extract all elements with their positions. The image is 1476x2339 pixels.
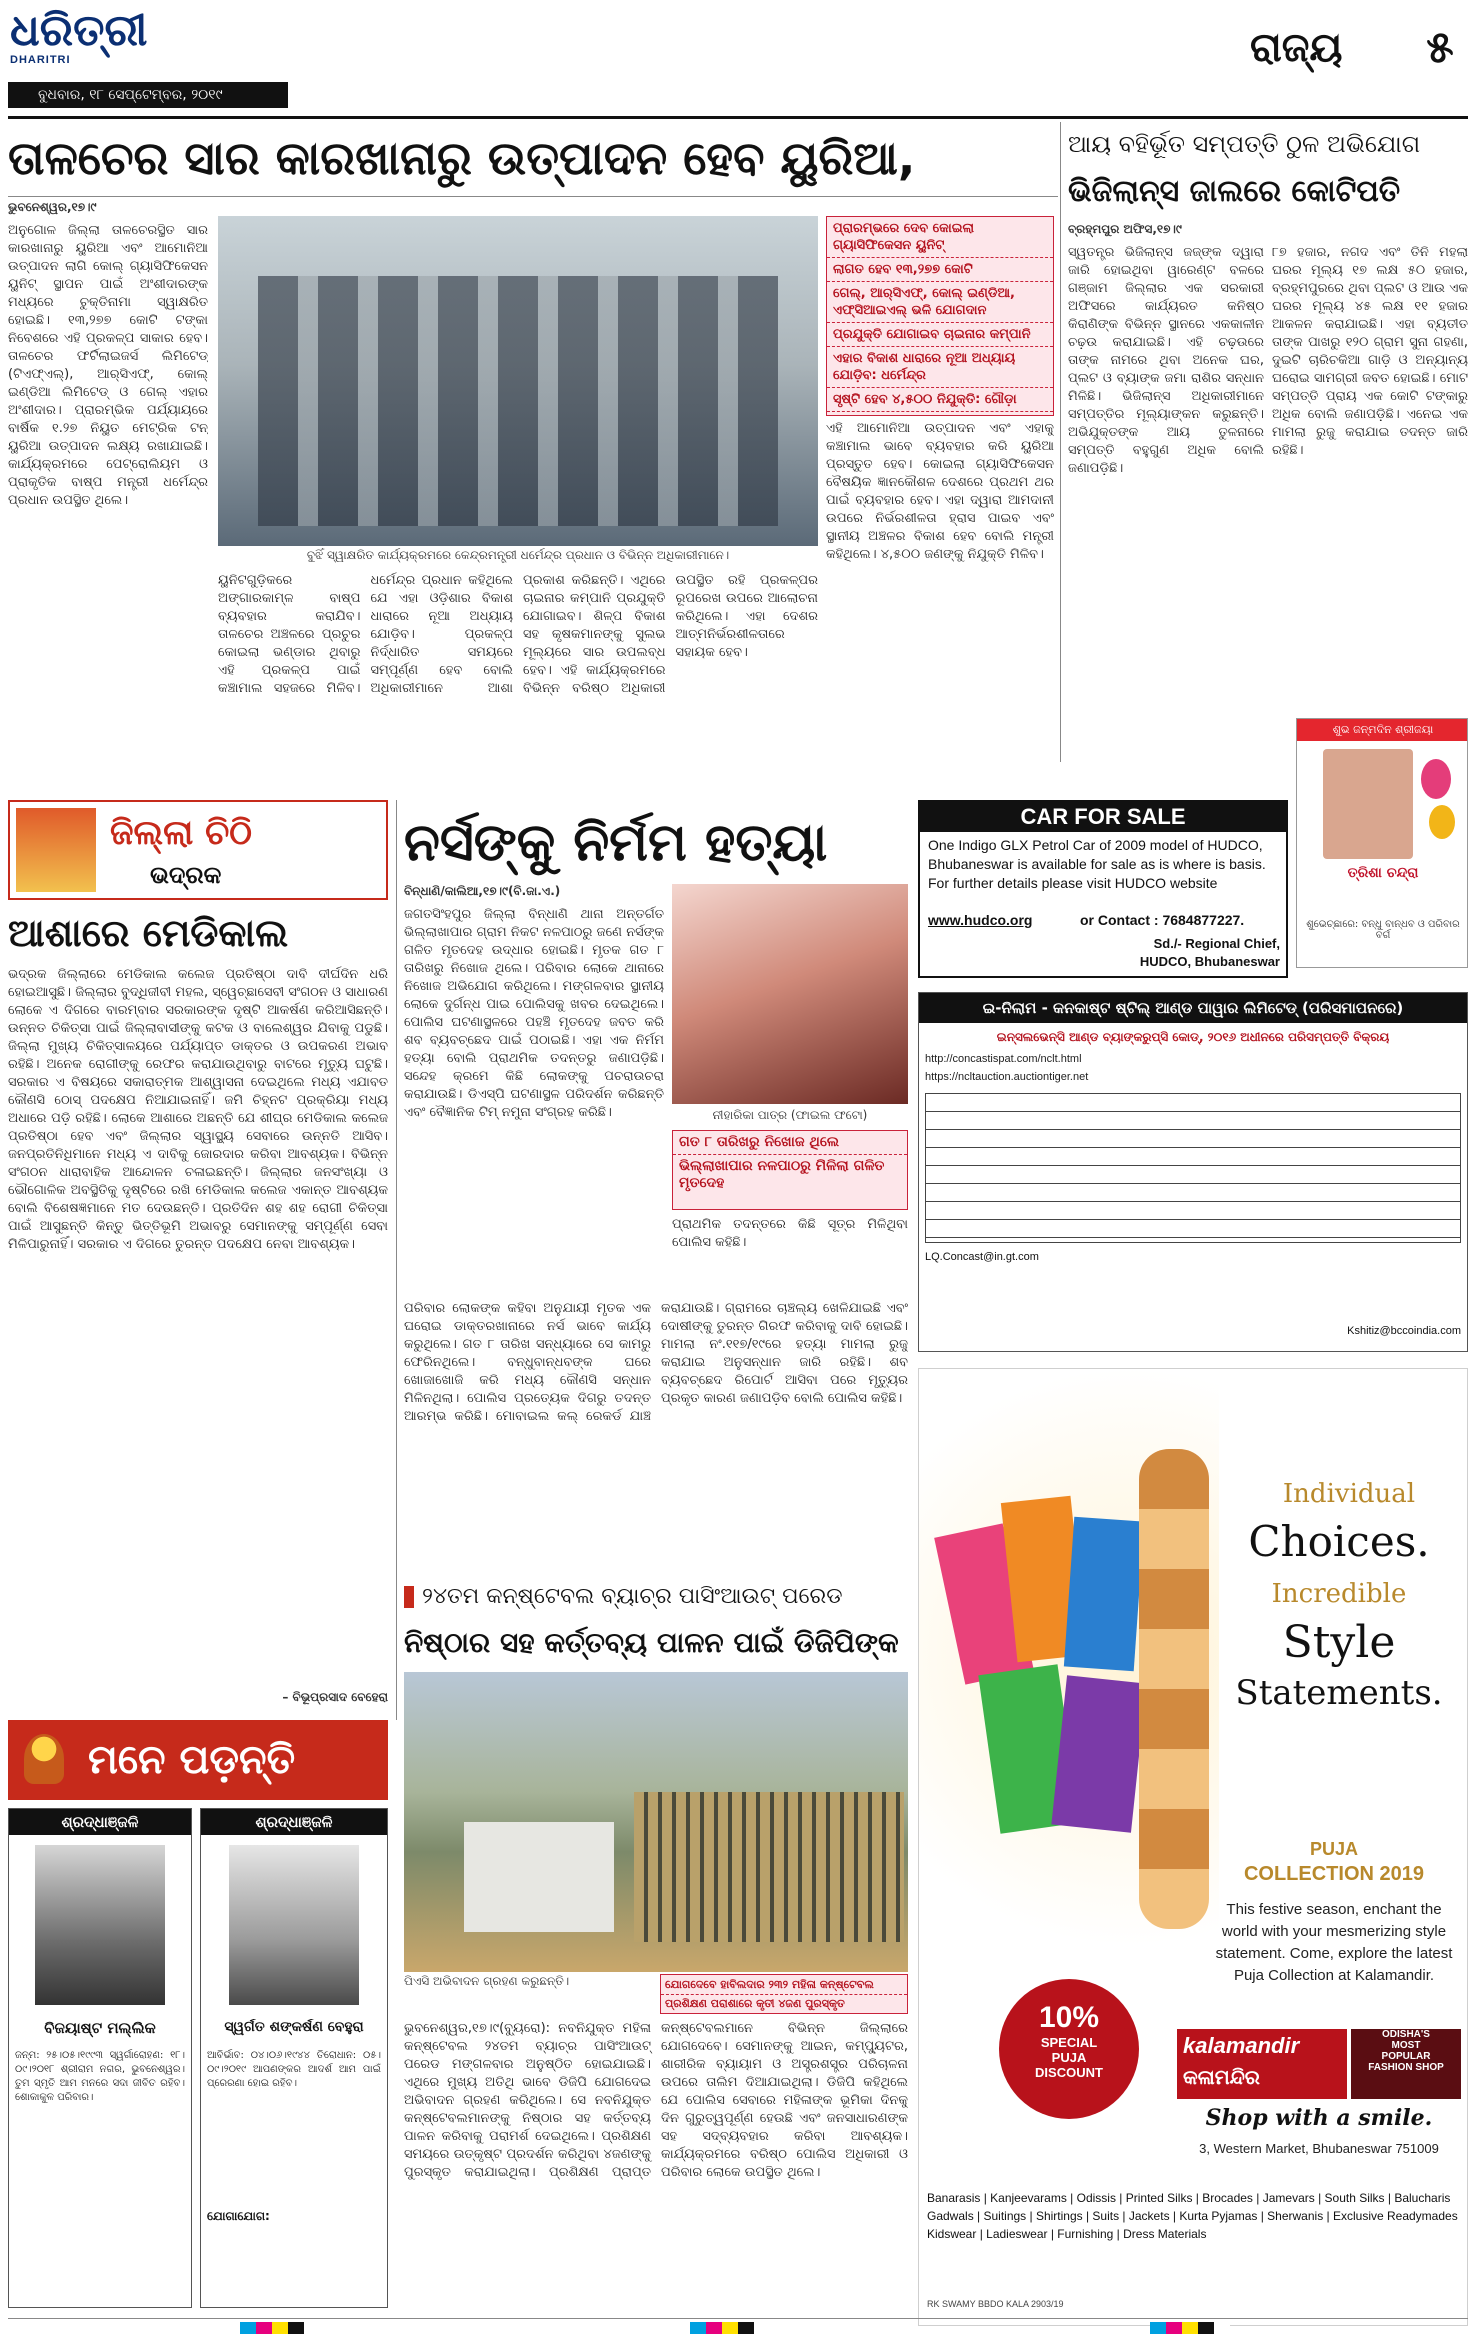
eauction-title: ଇ-ନିଲାମ - କନକାଷ୍ଟ ଷ୍ଟିଲ୍ ଆଣ୍ଡ ପାୱାର ଲିମିଟେଡ୍ (ପରିସମାପନରେ) xyxy=(919,993,1467,1023)
eauction-email[interactable]: LQ.Concast@in.gt.com xyxy=(925,1251,1039,1263)
car-sale-body: One Indigo GLX Petrol Car of 2009 model of HUDCO, Bhubaneswar is available for sale as is where is basis. For further details please visit HUDCO website xyxy=(928,837,1266,891)
car-sale-ad xyxy=(918,800,1288,978)
red-marker xyxy=(404,1586,414,1608)
lamp-icon xyxy=(24,1734,64,1784)
highlight-item: ଭିଲ୍ଲାଖାପାର ନଳପାଠରୁ ମିଳିଲା ଗଳିତ ମୃତଦେହ xyxy=(679,1158,885,1191)
lead-body-columns: ୟୁନିଟଗୁଡ଼ିକରେ ଅଙ୍ଗାରକାମ୍ଳ ବାଷ୍ପ ବ୍ୟବହାର କରାଯିବ। ତାଳଚେର ଅଞ୍ଚଳରେ ପ୍ରଚୁର କୋଇଲା ଭଣ୍ଡାର ଥିବାରୁ ଏହି ପ୍ରକଳ୍ପ ପାଇଁ କଞ୍ଚାମାଲ ସହଜରେ ମିଳିବ। ଧର୍ମେନ୍ଦ୍ର ପ୍ରଧାନ କହିଥିଲେ ଯେ ଏହା ଓଡ଼ିଶାର ବିକାଶ ଧାରାରେ ନୂଆ ଅଧ୍ୟାୟ ଯୋଡ଼ିବ। ପ୍ରକଳ୍ପ ନିର୍ଦ୍ଧାରିତ ସମୟରେ ସମ୍ପୂର୍ଣ୍ଣ ହେବ ବୋଲି ଅଧିକାରୀମାନେ ଆଶା ପ୍ରକାଶ କରିଛନ୍ତି। ଏଥିରେ ଚାଇନାର କମ୍ପାନି ପ୍ରଯୁକ୍ତି ଯୋଗାଇବ। ଶିଳ୍ପ ବିକାଶ ସହ କୃଷକମାନଙ୍କୁ ସୁଲଭ ମୂଲ୍ୟରେ ସାର ଉପଲବ୍ଧ ହେବ। ଏହି କାର୍ଯ୍ୟକ୍ରମରେ ବିଭିନ୍ନ ବରିଷ୍ଠ ଅଧିକାରୀ ଉପସ୍ଥିତ ରହି ପ୍ରକଳ୍ପର ରୂପରେଖ ଉପରେ ଆଲୋଚନା କରିଥିଲେ। ଏହା ଦେଶର ଆତ୍ମନିର୍ଭରଶୀଳତାରେ ସହାୟକ ହେବ। xyxy=(218,573,818,696)
highlight-item: ପ୍ରଯୁକ୍ତି ଯୋଗାଇବ ଚାଇନାର କମ୍ପାନି xyxy=(827,323,1053,347)
car-sale-website[interactable]: www.hudco.org xyxy=(928,912,1033,928)
parade-kicker: ୨୪ତମ କନ୍‌ଷ୍ଟେବଲ ବ୍ୟାଚ୍‌ର ପାସିଂଆଉଟ୍ ପରେଡ xyxy=(422,1584,843,1609)
birthday-title: ଶୁଭ ଜନ୍ମଦିନ ଶ୍ରୀଜୟା xyxy=(1297,719,1468,741)
vigilance-dateline: ବ୍ରହ୍ମପୁର ଅଫିସ,୧୭।୯ xyxy=(1068,222,1182,236)
ad-line3: Incredible xyxy=(1271,1579,1407,1609)
highlight-item: ପ୍ରାରମ୍ଭରେ ଦେବ କୋଇଲା ଗ୍ୟାସିଫିକେସନ ୟୁନିଟ୍ xyxy=(827,217,1053,258)
nurse-column-1: ଜଗତସିଂହପୁର ଜିଲ୍ଲା ବିନ୍ଧାଣି ଥାନା ଅନ୍ତର୍ଗତ ଭିଲ୍ଲାଖାପାର ଗ୍ରାମ ନିକଟ ନଳପାଠରୁ ଜଣେ ନର୍ସଙ୍କ ଗଳିତ ମୃତଦେହ ଉଦ୍ଧାର ହୋଇଛି। ମୃତକ ଗତ ୮ ତାରିଖରୁ ନିଖୋଜ ଥିଲେ। ପରିବାର ଲୋକେ ଥାନାରେ ନିଖୋଜ ଅଭିଯୋଗ କରିଥିଲେ। ମଙ୍ଗଳବାର ସ୍ଥାନୀୟ ଲୋକେ ଦୁର୍ଗନ୍ଧ ପାଇ ପୋଲିସକୁ ଖବର ଦେଇଥିଲେ। ପୋଲିସ ଘଟଣାସ୍ଥଳରେ ପହଞ୍ଚି ମୃତଦେହ ଜବତ କରି ଶବ ବ୍ୟବଚ୍ଛେଦ ପାଇଁ ପଠାଇଛି। ଏହା ଏକ ନିର୍ମମ ହତ୍ୟା ବୋଲି ପ୍ରାଥମିକ ତଦନ୍ତରୁ ଜଣାପଡ଼ିଛି। ସନ୍ଦେହ କ୍ରମେ କିଛି ଲୋକଙ୍କୁ ପଚରାଉଚରା କରାଯାଉଛି। ଡିଏସ୍‌ପି ଘଟଣାସ୍ଥଳ ପରିଦର୍ଶନ କରିଛନ୍ତି ଏବଂ ବୈଜ୍ଞାନିକ ଟିମ୍ ନମୁନା ସଂଗ୍ରହ କରିଛି। xyxy=(404,907,664,1120)
district-name: ଭଦ୍ରକ xyxy=(150,861,222,889)
ad-address: 3, Western Market, Bhubaneswar 751009 xyxy=(1199,2141,1439,2156)
parade-photo-caption: ପିଏସି ଅଭିବାଦନ ଗ୍ରହଣ କରୁଛନ୍ତି। xyxy=(404,1974,570,1988)
district-byline: – ବିଭୂପ୍ରସାଦ ବେହେରା xyxy=(282,1690,388,1704)
column-divider xyxy=(1060,122,1061,762)
parade-highlights xyxy=(660,1974,908,2014)
discount-line1: SPECIAL xyxy=(1040,2035,1098,2050)
ad-line1: Individual xyxy=(1282,1479,1416,1509)
lead-column-4: ଏହି ଆମୋନିଆ ଉତ୍ପାଦନ ଏବଂ ଏହାକୁ କଞ୍ଚାମାଲ ଭାବେ ବ୍ୟବହାର କରି ୟୁରିଆ ପ୍ରସ୍ତୁତ ହେବ। କୋଇଲା ଗ୍ୟାସିଫିକେସନ ବୈଷୟିକ ଜ୍ଞାନକୌଶଳ ଦେଶରେ ପ୍ରଥମ ଥର ପାଇଁ ବ୍ୟବହାର ହେବ। ଏହା ଦ୍ୱାରା ଆମଦାନୀ ଉପରେ ନିର୍ଭରଶୀଳତା ହ୍ରାସ ପାଇବ ଏବଂ ସ୍ଥାନୀୟ ଅଞ୍ଚଳର ବିକାଶ ହେବ ବୋଲି ମନ୍ତ୍ରୀ କହିଥିଲେ। ୪,୫୦୦ ଜଣଙ୍କୁ ନିଯୁକ୍ତି ମିଳିବ। xyxy=(826,421,1054,562)
obituary-left-name: ବିଜୟାଷ୍ଟ ମଲ୍ଲିକ xyxy=(44,2019,156,2037)
obituary-right-header: ଶ୍ରଦ୍ଧାଞ୍ଜଳି xyxy=(201,1809,387,1835)
eauction-url2[interactable]: https://ncltauction.auctiontiger.net xyxy=(925,1071,1089,1083)
shopping-bag-icon xyxy=(1064,1517,1144,1672)
logo-title: ଧରିତ୍ରୀ xyxy=(10,8,148,56)
color-bar xyxy=(240,2322,320,2334)
lead-column-1: ଅନୁଗୋଳ ଜିଲ୍ଲା ତାଳଚେରସ୍ଥିତ ସାର କାରଖାନାରୁ ୟୁରିଆ ଏବଂ ଆମୋନିଆ ଉତ୍ପାଦନ ଲାଗି କୋଲ୍ ଗ୍ୟାସିଫିକେସନ ୟୁନିଟ୍ ସ୍ଥାପନ ପାଇଁ ଅଂଶୀଦାରଙ୍କ ମଧ୍ୟରେ ଚୁକ୍ତିନାମା ସ୍ୱାକ୍ଷରିତ ହୋଇଛି। ୧୩,୨୭୭ କୋଟି ଟଙ୍କା ନିବେଶରେ ଏହି ପ୍ରକଳ୍ପ ସାକାର ହେବ। ତାଳଚେର ଫର୍ଟିଲାଇଜର୍ସ ଲିମିଟେଡ୍ (ଟିଏଫ୍‌ଏଲ୍), ଆର୍‌ସିଏଫ୍, କୋଲ୍ ଇଣ୍ଡିଆ ଲିମିଟେଡ୍ ଓ ଗେଲ୍ ଏହାର ଅଂଶୀଦାର। ପ୍ରାରମ୍ଭିକ ପର୍ଯ୍ୟାୟରେ ବାର୍ଷିକ ୧.୨୭ ନିୟୁତ ମେଟ୍ରିକ ଟନ୍ ୟୁରିଆ ଉତ୍ପାଦନ ଲକ୍ଷ୍ୟ ରଖାଯାଇଛି। କାର୍ଯ୍ୟକ୍ରମରେ ପେଟ୍ରୋଲିୟମ ଓ ପ୍ରାକୃତିକ ବାଷ୍ପ ମନ୍ତ୍ରୀ ଧର୍ମେନ୍ଦ୍ର ପ୍ରଧାନ ଉପସ୍ଥିତ ଥିଲେ। xyxy=(8,223,208,508)
highlight-item: ଏହାର ବିକାଶ ଧାରାରେ ନୂଆ ଅଧ୍ୟାୟ ଯୋଡ଼ିବ: ଧର୍ମେନ୍ଦ୍ର xyxy=(827,347,1053,388)
car-sale-sign2: HUDCO, Bhubaneswar xyxy=(1139,954,1280,969)
shopping-bag-icon xyxy=(1051,1675,1146,1833)
lead-photo-caption: ବୁଝିଁ ସ୍ୱାକ୍ଷରିତ କାର୍ଯ୍ୟକ୍ରମରେ କେନ୍ଦ୍ରମନ୍ତ୍ରୀ ଧର୍ମେନ୍ଦ୍ର ପ୍ରଧାନ ଓ ବିଭିନ୍ନ ଅଧିକାରୀମାନେ। xyxy=(306,548,730,562)
discount-pct: 10% xyxy=(1038,2001,1100,2034)
temple-icon xyxy=(16,808,96,892)
nurse-photo-caption: ନୀହାରିକା ପାତ୍ର (ଫାଇଲ ଫଟୋ) xyxy=(712,1108,868,1122)
birthday-wishers: ଶୁଭେଚ୍ଛାରେ: ବନ୍ଧୁ ବାନ୍ଧବ ଓ ପରିବାର ବର୍ଗ xyxy=(1306,919,1460,941)
top-rule xyxy=(8,116,1468,119)
nurse-dateline: ବିନ୍ଧାଣି/କାଲିଆ,୧୭।୯(ବି.ଜା.ଏ.) xyxy=(404,884,561,898)
parade-photo xyxy=(404,1672,908,1972)
discount-line3: DISCOUNT xyxy=(1035,2065,1103,2080)
dateline: ବୁଧବାର, ୧୮ ସେପ୍ଟେମ୍ବର, ୨୦୧୯ xyxy=(8,82,288,108)
eauction-table xyxy=(925,1093,1461,1243)
ad-puja-sub: COLLECTION 2019 xyxy=(1243,1863,1425,1885)
nurse-highlights xyxy=(672,1130,908,1210)
lead-headline: ତାଳଚେର ସାର କାରଖାନାରୁ ଉତ୍ପାଦନ ହେବ ୟୁରିଆ, xyxy=(8,131,916,185)
car-sale-contact: or Contact : 7684877227. xyxy=(1080,912,1245,928)
discount-badge xyxy=(999,1979,1139,2119)
ad-blurb: This festive season, enchant the world with your mesmerizing style statement. Come, explore the latest Puja Collection at Kalamandir. xyxy=(1215,1901,1453,1984)
eauction-footer-email[interactable]: Kshitiz@bccoindia.com xyxy=(1347,1325,1461,1337)
vigilance-headline: ଭିଜିଲାନ୍ସ ଜାଲରେ କୋଟିପତି xyxy=(1068,174,1401,209)
birthday-name: ତ୍ରିଶା ଚନ୍ଦ୍ରା xyxy=(1347,865,1419,881)
section-label: ରାଜ୍ୟ xyxy=(1250,25,1343,71)
kalamandir-ad xyxy=(918,1368,1468,2326)
ad-tagline: Shop with a smile. xyxy=(1205,2105,1433,2131)
obituary-section-title: ମନେ ପଡ଼ନ୍ତି xyxy=(88,1737,296,1783)
brand-tag-2: MOST xyxy=(1391,2040,1421,2051)
brand-block xyxy=(1177,2029,1347,2099)
obituary-left-header: ଶ୍ରଦ୍ଧାଞ୍ଜଳି xyxy=(9,1809,191,1835)
vigilance-kicker: ଆୟ ବହିର୍ଭୂତ ସମ୍ପତ୍ତି ଠୁଳ ଅଭିଯୋଗ xyxy=(1068,130,1421,158)
column-divider xyxy=(396,800,397,1720)
nurse-body-columns: ପରିବାର ଲୋକଙ୍କ କହିବା ଅନୁଯାୟୀ ମୃତକ ଏକ ଘରୋଇ ଡାକ୍ତରଖାନାରେ ନର୍ସ ଭାବେ କାର୍ଯ୍ୟ କରୁଥିଲେ। ଗତ ୮ ତାରିଖ ସନ୍ଧ୍ୟାରେ ସେ କାମରୁ ଫେରିନଥିଲେ। ବନ୍ଧୁବାନ୍ଧବଙ୍କ ଘରେ ଖୋଜାଖୋଜି କରି ମଧ୍ୟ କୌଣସି ସନ୍ଧାନ ମିଳିନଥିଲା। ପୋଲିସ ପ୍ରତ୍ୟେକ ଦିଗରୁ ତଦନ୍ତ ଆରମ୍ଭ କରିଛି। ମୋବାଇଲ କଲ୍ ରେକର୍ଡ ଯାଞ୍ଚ କରାଯାଉଛି। ଗ୍ରାମରେ ଚାଞ୍ଚଲ୍ୟ ଖେଳିଯାଇଛି ଏବଂ ଦୋଷୀଙ୍କୁ ତୁରନ୍ତ ଗିରଫ କରିବାକୁ ଦାବି ହୋଇଛି। ମାମଲା ନଂ.୧୧୭/୧୯ରେ ହତ୍ୟା ମାମଲା ରୁଜୁ କରାଯାଇ ଅନୁସନ୍ଧାନ ଜାରି ରହିଛି। ଶବ ବ୍ୟବଚ୍ଛେଦ ରିପୋର୍ଟ ଆସିବା ପରେ ମୃତ୍ୟୁର ପ୍ରକୃତ କାରଣ ଜଣାପଡ଼ିବ ବୋଲି ପୋଲିସ କହିଛି। xyxy=(404,1301,908,1424)
brand-tag xyxy=(1351,2029,1461,2099)
nurse-column-2: ପ୍ରାଥମିକ ତଦନ୍ତରେ କିଛି ସୂତ୍ର ମିଳିଥିବା ପୋଲିସ କହିଛି। xyxy=(672,1217,908,1250)
balloon-icon xyxy=(1421,759,1451,799)
brand-name: kalamandir xyxy=(1183,2033,1300,2058)
obituary-header xyxy=(8,1720,388,1800)
page-number: ୫ xyxy=(1426,22,1454,73)
brand-tag-1: ODISHA'S xyxy=(1382,2029,1430,2040)
district-headline: ଆଶାରେ ମେଡିକାଲ xyxy=(8,911,289,955)
highlight-item: ପ୍ରଶିକ୍ଷଣ ପରାଶାରେ କୃତୀ ୪ଜଣ ପୁରସ୍କୃତ xyxy=(665,1997,845,2010)
ad-line5: Statements. xyxy=(1235,1673,1443,1713)
parade-body-columns: ଭୁବନେଶ୍ୱର,୧୭।୯(ବ୍ୟୁରୋ): ନବନିଯୁକ୍ତ ମହିଳା କନ୍‌ଷ୍ଟେବଲ ୨୪ତମ ବ୍ୟାଚ୍‌ର ପାସିଂଆଉଟ୍ ପରେଡ ମଙ୍ଗଳବାର ଅନୁଷ୍ଠିତ ହୋଇଯାଇଛି। ଏଥିରେ ମୁଖ୍ୟ ଅତିଥି ଭାବେ ଡିଜିପି ଯୋଗଦେଇ ଅଭିବାଦନ ଗ୍ରହଣ କରିଥିଲେ। ସେ ନବନିଯୁକ୍ତ କନ୍‌ଷ୍ଟେବଲମାନଙ୍କୁ ନିଷ୍ଠାର ସହ କର୍ତ୍ତବ୍ୟ ପାଳନ କରିବାକୁ ପରାମର୍ଶ ଦେଇଥିଲେ। ପ୍ରଶିକ୍ଷଣ ସମୟରେ ଉତ୍କୃଷ୍ଟ ପ୍ରଦର୍ଶନ କରିଥିବା ୪ଜଣଙ୍କୁ ପୁରସ୍କୃତ କରାଯାଇଥିଲା। ପ୍ରଶିକ୍ଷଣ ପ୍ରାପ୍ତ କନ୍‌ଷ୍ଟେବଲମାନେ ବିଭିନ୍ନ ଜିଲ୍ଲାରେ ଯୋଗଦେବେ। ସେମାନଙ୍କୁ ଆଇନ, କମ୍ପ୍ୟୁଟର, ଶାରୀରିକ ବ୍ୟାୟାମ ଓ ଅସ୍ତ୍ରଶସ୍ତ୍ର ପରିଚାଳନା ଉପରେ ତାଲିମ ଦିଆଯାଇଥିଲା। ଡିଜିପି କହିଥିଲେ ଯେ ପୋଲିସ ସେବାରେ ମହିଳାଙ୍କ ଭୂମିକା ଦିନକୁ ଦିନ ଗୁରୁତ୍ୱପୂର୍ଣ୍ଣ ହେଉଛି ଏବଂ ଜନସାଧାରଣଙ୍କ ସହ ସଦ୍‌ବ୍ୟବହାର କରିବା ଆବଶ୍ୟକ। କାର୍ଯ୍ୟକ୍ରମରେ ବରିଷ୍ଠ ପୋଲିସ ଅଧିକାରୀ ଓ ପରିବାର ଲୋକେ ଉପସ୍ଥିତ ଥିଲେ। xyxy=(404,2021,908,2180)
color-bar xyxy=(1150,2322,1230,2334)
vigilance-column-2: ୮୭ ହଜାର, ନଗଦ ଏବଂ ତିନି ମହଲା ଘରର ମୂଲ୍ୟ ୧୭ ଲକ୍ଷ ୫୦ ହଜାର, ବ୍ରହ୍ମପୁରରେ ଥିବା ପ୍ଲଟ ଓ ଆଉ ଏକ ଘରର ମୂଲ୍ୟ ୪୫ ଲକ୍ଷ ୧୧ ହଜାର ଆକଳନ କରାଯାଇଛି। ଏହା ବ୍ୟତୀତ ତାଙ୍କ ପାଖରୁ ୧୨୦ ଗ୍ରାମ ସୁନା ଗହଣା, ଦୁଇଟି ଚାରିଚକିଆ ଗାଡ଼ି ଓ ଅନ୍ୟାନ୍ୟ ଘରୋଇ ସାମଗ୍ରୀ ଜବତ ହୋଇଛି। ମୋଟ ସମ୍ପତ୍ତି ପ୍ରାୟ ଏକ କୋଟି ଟଙ୍କାରୁ ଅଧିକ ବୋଲି ଜଣାପଡ଼ିଛି। ଏନେଇ ଏକ ମାମଲା ରୁଜୁ କରାଯାଇ ତଦନ୍ତ ଜାରି ରହିଛି। xyxy=(1272,245,1468,458)
lead-dateline: ଭୁବନେଶ୍ୱର,୧୭।୯ xyxy=(8,200,97,214)
district-label: ଜିଲ୍ଲା ଚିଠି xyxy=(110,813,252,853)
brand-tag-3: POPULAR xyxy=(1381,2051,1431,2062)
obituary-left-photo xyxy=(35,1845,165,2005)
obituary-right-name: ସ୍ୱର୍ଗତ ଶଙ୍କର୍ଷଣ ବେହୁରା xyxy=(224,2019,364,2035)
obituary-left-body: ଜନ୍ମ: ୨୫।୦୫।୧୯୯୩ ସ୍ୱର୍ଗାରୋହଣ: ୧୮।୦୯।୨୦୧୮ ଶ୍ରୀରାମ ନଗର, ଭୁବନେଶ୍ୱର। ତୁମ ସ୍ମୃତି ଆମ ମନରେ ସଦା ଜୀବିତ ରହିବ। ଶୋକାକୁଳ ପରିବାର। xyxy=(15,2050,185,2103)
jeep-shape xyxy=(464,1822,614,1932)
brand-name-odia: କଳାମନ୍ଦିର xyxy=(1183,2065,1260,2089)
car-sale-title: CAR FOR SALE xyxy=(920,802,1286,832)
district-body: ଭଦ୍ରକ ଜିଲ୍ଲାରେ ମେଡିକାଲ କଲେଜ ପ୍ରତିଷ୍ଠା ଦାବି ଦୀର୍ଘଦିନ ଧରି ହୋଇଆସୁଛି। ଜିଲ୍ଲାର ବୁଦ୍ଧିଜୀବୀ ମହଲ, ସ୍ୱେଚ୍ଛାସେବୀ ସଂଗଠନ ଓ ସାଧାରଣ ଲୋକେ ଏ ଦିଗରେ ବାରମ୍ବାର ସରକାରଙ୍କ ଦୃଷ୍ଟି ଆକର୍ଷଣ କରିଆସିଛନ୍ତି। ଉନ୍ନତ ଚିକିତ୍ସା ପାଇଁ ଜିଲ୍ଲାବାସୀଙ୍କୁ କଟକ ଓ ବାଲେଶ୍ୱର ଯିବାକୁ ପଡୁଛି। ଜିଲ୍ଲା ମୁଖ୍ୟ ଚିକିତ୍ସାଳୟରେ ପର୍ଯ୍ୟାପ୍ତ ଡାକ୍ତର ଓ ଉପକରଣ ଅଭାବ ରହିଛି। ଅନେକ ରୋଗୀଙ୍କୁ ରେଫର କରାଯାଉଥିବାରୁ ବାଟରେ ମୃତ୍ୟୁ ଘଟୁଛି। ସରକାର ଏ ବିଷୟରେ ସକାରାତ୍ମକ ଆଶ୍ୱାସନା ଦେଇଥିଲେ ମଧ୍ୟ ଏଯାବତ କୌଣସି ଠୋସ୍ ପଦକ୍ଷେପ ନିଆଯାଇନାହିଁ। ଜମି ଚିହ୍ନଟ ପ୍ରକ୍ରିୟା ମଧ୍ୟ ଅଧାରେ ପଡ଼ି ରହିଛି। ଲୋକେ ଆଶାରେ ଅଛନ୍ତି ଯେ ଶୀଘ୍ର ମେଡିକାଲ କଲେଜ ପ୍ରତିଷ୍ଠା ହେବ ଏବଂ ଜିଲ୍ଲାର ସ୍ୱାସ୍ଥ୍ୟ ସେବାରେ ଉନ୍ନତି ଆସିବ। ଜନପ୍ରତିନିଧିମାନେ ମଧ୍ୟ ଏ ଦାବିକୁ ଜୋରଦାର କରିବା ଆବଶ୍ୟକ। ବିଭିନ୍ନ ସଂଗଠନ ଧାରାବାହିକ ଆନ୍ଦୋଳନ ଚଳାଇଛନ୍ତି। ଜିଲ୍ଲାର ଜନସଂଖ୍ୟା ଓ ଭୌଗୋଳିକ ଅବସ୍ଥିତିକୁ ଦୃଷ୍ଟିରେ ରଖି ମେଡିକାଲ କଲେଜ ଏକାନ୍ତ ଆବଶ୍ୟକ ବୋଲି ବିଶେଷଜ୍ଞମାନେ ମତ ଦେଉଛନ୍ତି। ପ୍ରତିଦିନ ଶହ ଶହ ରୋଗୀ ଚିକିତ୍ସା ପାଇଁ ଆସୁଛନ୍ତି କିନ୍ତୁ ଭିତ୍ତିଭୂମି ଅଭାବରୁ ସେମାନଙ୍କୁ ସମ୍ପୂର୍ଣ୍ଣ ସେବା ମିଳିପାରୁନାହିଁ। ସରକାର ଏ ଦିଗରେ ତୁରନ୍ତ ପଦକ୍ଷେପ ନେବା ଆବଶ୍ୟକ। xyxy=(8,967,388,1252)
brand-tag-4: FASHION SHOP xyxy=(1368,2062,1444,2073)
parade-headline: ନିଷ୍ଠାର ସହ କର୍ତ୍ତବ୍ୟ ପାଳନ ପାଇଁ ଡିଜିପିଙ୍କ xyxy=(404,1626,899,1659)
obituary-left xyxy=(8,1808,192,2308)
highlight-item: ଗେଲ୍, ଆର୍‌ସିଏଫ୍, କୋଲ୍ ଇଣ୍ଡିଆ, ଏଫ୍‌ସିଆଇଏଲ୍ ଭଳି ଯୋଗଦାନ xyxy=(827,282,1053,323)
car-sale-sign1: Sd./- Regional Chief, xyxy=(1153,936,1280,951)
ad-categories: Banarasis | Kanjeevarams | Odissis | Printed Silks | Brocades | Jamevars | South Silks | Balucharis Gadwals | Suitings | Shirtings | Suits | Jackets | Kurta Pyjamas | Sherwanis | Exclusive Readymades Kidswear | Ladieswear | Furnishing | Dress Materials xyxy=(927,2191,1458,2241)
highlight-item: ଗତ ୮ ତାରିଖରୁ ନିଖୋଜ ଥିଲେ xyxy=(673,1131,907,1155)
obituary-right-photo xyxy=(229,1845,359,2005)
birthday-photo xyxy=(1323,749,1413,859)
obituary-right xyxy=(200,1808,388,2308)
district-column-header xyxy=(8,800,388,900)
divider xyxy=(8,196,1058,197)
eauction-subtitle: ଇନ୍‌ସଲଭେନ୍ସି ଆଣ୍ଡ ବ୍ୟାଙ୍କରୁପ୍ସି କୋଡ୍, ୨୦୧୬ ଅଧୀନରେ ପରିସମ୍ପତ୍ତି ବିକ୍ରୟ xyxy=(996,1030,1390,1044)
highlight-item: ଯୋଗଦେବେ ହାବିଲଦାର ୨୩୨ ମହିଳା କନ୍‌ଷ୍ଟେବଲ xyxy=(661,1975,907,1995)
obituary-right-body: ଆବିର୍ଭାବ: ୦୪।୦୬।୧୯୪୪ ତିରୋଧାନ: ୦୫।୦୯।୨୦୧୯ ଆପଣଙ୍କର ଆଦର୍ଶ ଆମ ପାଇଁ ପ୍ରେରଣା ହୋଇ ରହିବ। xyxy=(207,2050,381,2089)
logo-subtitle: DHARITRI xyxy=(10,54,71,66)
eauction-ad xyxy=(918,992,1468,1352)
discount-line2: PUJA xyxy=(1051,2050,1087,2065)
vigilance-column-1: ସ୍ୱତନ୍ତ୍ର ଭିଜିଲାନ୍ସ ଜଜ୍‌ଙ୍କ ଦ୍ୱାରା ଜାରି ହୋଇଥିବା ୱାରେଣ୍ଟ ବଳରେ ଗଞ୍ଜାମ ଜିଲ୍ଲାର ଏକ ସରକାରୀ ଅଫିସରେ କାର୍ଯ୍ୟରତ କନିଷ୍ଠ କିରାଣିଙ୍କ ବିଭିନ୍ନ ସ୍ଥାନରେ ଏକକାଳୀନ ଚଢ଼ଉ କରାଯାଇଛି। ଏହି ଚଢ଼ଉରେ ତାଙ୍କ ନାମରେ ଥିବା ଅନେକ ଘର, ପ୍ଲଟ ଓ ବ୍ୟାଙ୍କ ଜମା ରାଶିର ସନ୍ଧାନ ମିଳିଛି। ଭିଜିଲାନ୍ସ ଅଧିକାରୀମାନେ ସମ୍ପତ୍ତିର ମୂଲ୍ୟାଙ୍କନ କରୁଛନ୍ତି। ଅଭିଯୁକ୍ତଙ୍କ ଆୟ ତୁଳନାରେ ସମ୍ପତ୍ତି ବହୁଗୁଣ ଅଧିକ ବୋଲି ଜଣାପଡ଼ିଛି। xyxy=(1068,245,1264,476)
highlight-item: ଲାଗତ ହେବ ୧୩,୨୭୭ କୋଟି xyxy=(827,258,1053,282)
lead-photo xyxy=(218,216,818,546)
footer-rule xyxy=(8,2318,1468,2319)
ad-puja-title: PUJA xyxy=(1309,1839,1358,1859)
ad-line4: Style xyxy=(1282,1617,1396,1668)
color-bar xyxy=(690,2322,770,2334)
hands-icon xyxy=(1139,1449,1209,1929)
platoon-shape xyxy=(634,1792,904,1942)
highlight-item: ସୃଷ୍ଟି ହେବ ୪,୫୦୦ ନିଯୁକ୍ତି: ଗୌଡ଼ା xyxy=(827,388,1053,412)
masthead-logo xyxy=(10,8,160,66)
nurse-headline: ନର୍ସଙ୍କୁ ନିର୍ମମ ହତ୍ୟା xyxy=(404,813,828,873)
ad-agency: RK SWAMY BBDO KALA 2903/19 xyxy=(927,2299,1064,2309)
ad-line2: Choices. xyxy=(1248,1517,1430,1566)
obituary-contact-label: ଯୋଗାଯୋଗ: xyxy=(207,2209,270,2223)
eauction-url1[interactable]: http://concastispat.com/nclt.html xyxy=(925,1053,1082,1065)
photo-figures xyxy=(258,276,778,526)
nurse-photo xyxy=(672,884,908,1104)
balloon-icon xyxy=(1429,805,1455,839)
lead-highlights xyxy=(826,216,1054,416)
birthday-ad xyxy=(1296,718,1468,968)
